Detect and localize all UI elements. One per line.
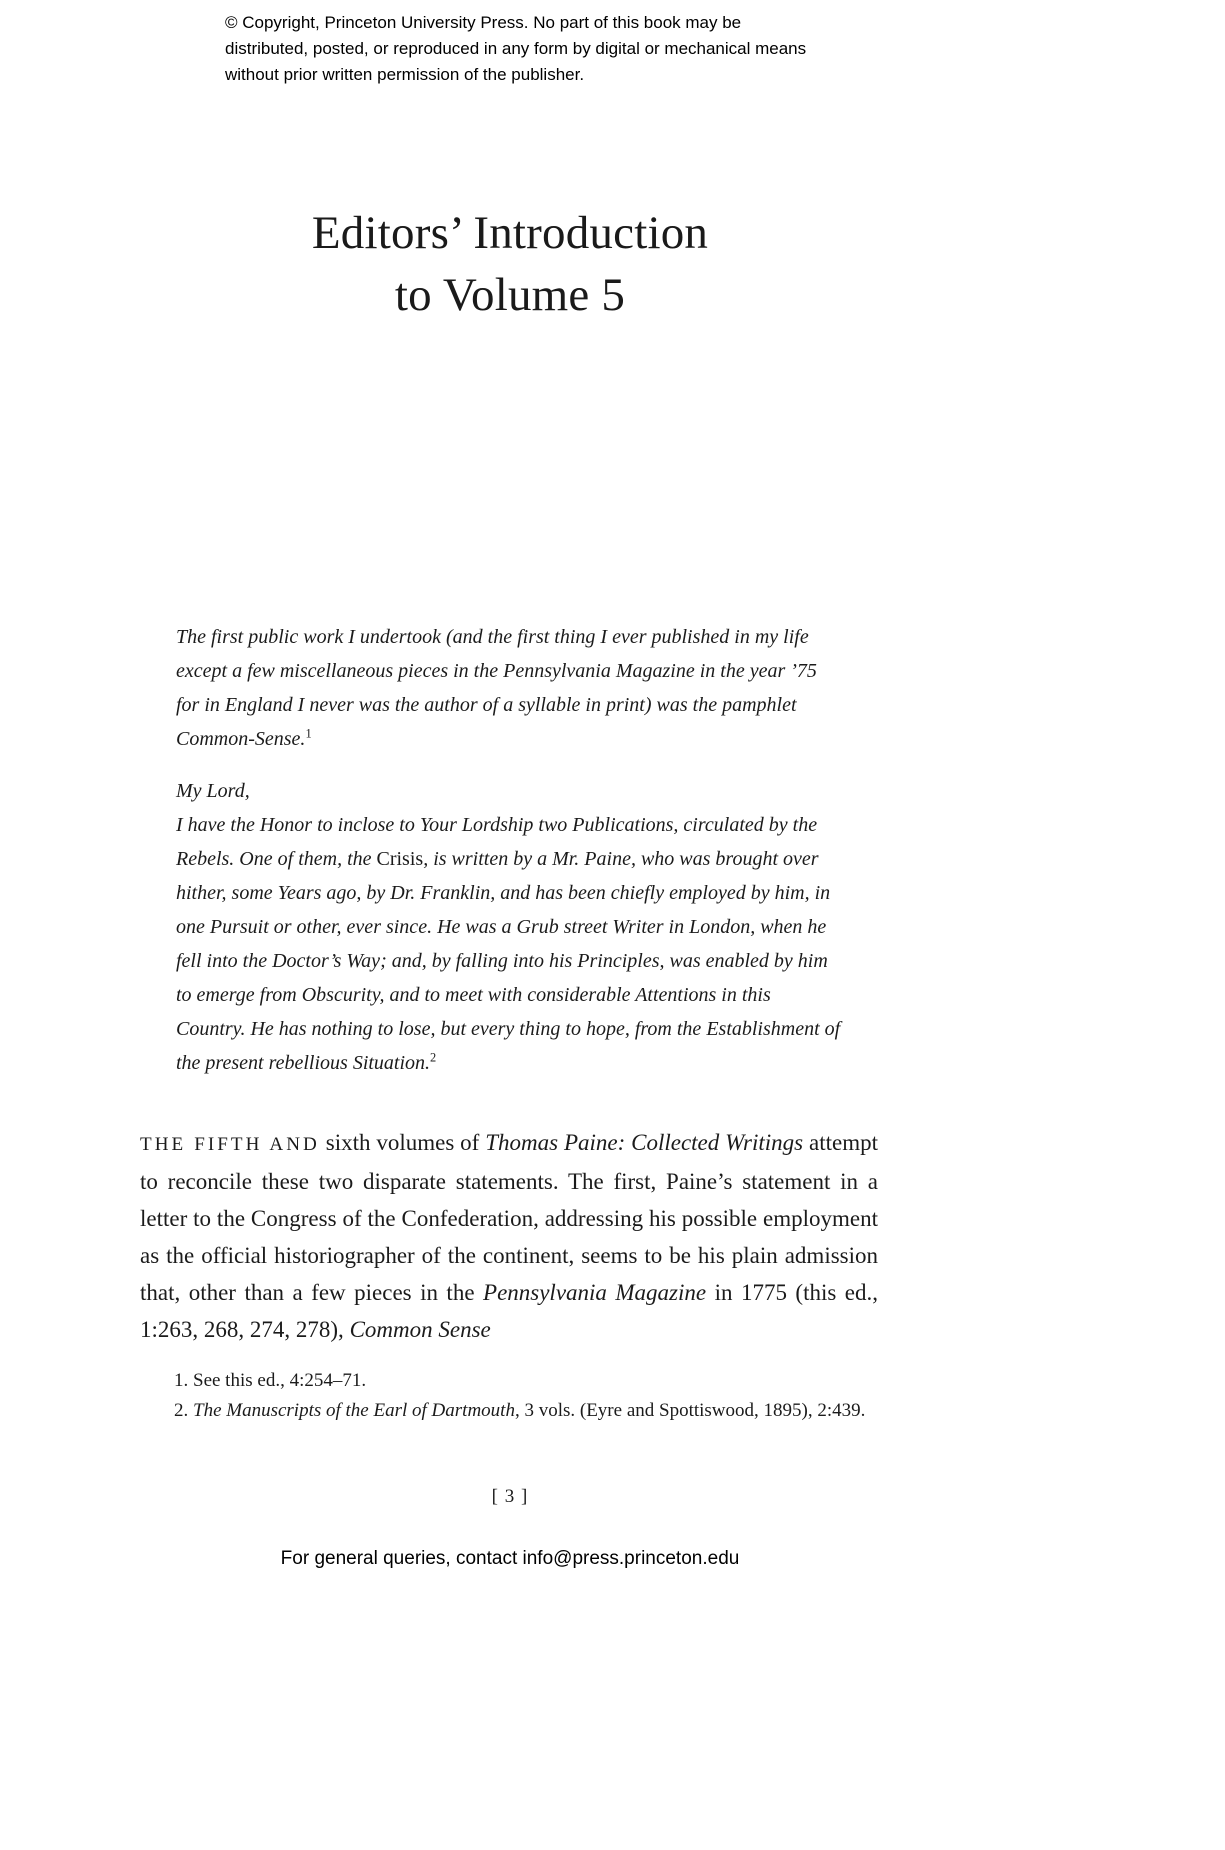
- body-paragraph: THE FIFTH AND sixth volumes of Thomas Paine: Collected Writings attempt to reconcile these two disparate statements. The first, Paine’s statement in a letter to the Congress of the Confederation, addressing his possible employment as the official historiographer of the continent, seems to be his plain admission that, other than a few pieces in the Pennsylvania Magazine in 1775 (this ed., 1:263, 268, 274, 278), Common Sense: [140, 1130, 878, 1342]
- footnote-1: 1. See this ed., 4:254–71.: [174, 1370, 367, 1391]
- epigraph-2: [176, 774, 844, 1080]
- title-line-1: Editors’ Introduction: [311, 207, 709, 259]
- footnote-2: 2. The Manuscripts of the Earl of Dartmouth, 3 vols. (Eyre and Spottiswood, 1895), 2:439.: [174, 1400, 866, 1421]
- page-title: [140, 202, 880, 326]
- epigraph-2-salutation: My Lord,: [176, 780, 250, 802]
- epigraph-1: The first public work I undertook (and the first thing I ever published in my life except a few miscellaneous pieces in the Pennsylvania Magazine in the year ’75 for in England I never was the author of a syllable in print) was the pamphlet Common-Sense.$^1$: [176, 626, 817, 750]
- footer-contact: For general queries, contact info@press.princeton.edu: [280, 1548, 740, 1569]
- epigraph-2-body: I have the Honor to inclose to Your Lordship two Publications, circulated by the Rebels. One of them, the Crisis, is written by a Mr. Paine, who was brought over hither, some Years ago, by Dr. Franklin, and has been chiefly employed by him, in one Pursuit or other, ever since. He was a Grub street Writer in London, when he fell into the Doctor’s Way; and, by falling into his Principles, was enabled by him to emerge from Obscurity, and to meet with considerable Attentions in this Country. He has nothing to lose, but every thing to hope, from the Establishment of the present rebellious Situation.$^2$: [176, 814, 841, 1074]
- title-line-2: to Volume 5: [394, 269, 626, 321]
- page-number: [ 3 ]: [491, 1486, 529, 1507]
- epigraph-block: [176, 620, 844, 1080]
- footnotes: [140, 1366, 878, 1426]
- copyright-notice: © Copyright, Princeton University Press. No part of this book may be distributed, posted, or reproduced in any form by digital or mechanical means without prior written permission of the publisher.: [225, 13, 807, 84]
